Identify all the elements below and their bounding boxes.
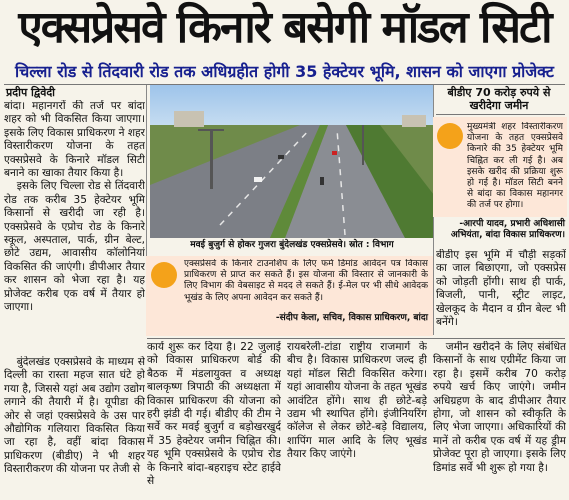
subheadline: चिल्ला रोड से तिंदवारी रोड तक अधिग्रहीत होगी 35 हेक्टेयर भूमि, शासन को जाएगा प्रोजेक्ट	[15, 62, 554, 81]
right-column-heading: बीडीए 70 करोड़ रुपये से खरीदेगा जमीन	[447, 86, 551, 112]
expressway-photo	[150, 85, 434, 238]
right-heading-rule	[436, 114, 565, 115]
secretary-quote-box	[146, 256, 433, 336]
headline: एक्सप्रेसवे किनारे बसेगी मॉडल सिटी	[18, 2, 551, 53]
right-body-2: जमीन खरीदने के लिए संबंधित किसानों के साथ एग्रीमेंट किया जा रहा है। इसमें करीब 70 करोड़ रुपये खर्च किए जाएंगे। जमीन अधिग्रहण के बाद डीपीआर तैयार होगा, जो शासन को स्वीकृति के लिए भेजा जाएगा। अधिकारियों की मानें तो करीब एक वर्ष में यह ड्रीम प्रोजेक्ट पूरा हो जाएगा। इसके लिए डिमांड सर्वे भी शुरू हो गया है।	[433, 341, 566, 474]
divider-left	[146, 85, 147, 256]
quote-icon	[437, 123, 463, 149]
byline: प्रदीप द्विवेदी	[6, 86, 56, 99]
secretary-quote-text: एक्सप्रेसवे के किनारे टाउनशिप के लिए फर्म डिमांड आवेदन पत्र विकास प्राधिकरण से प्राप्त कर सकते हैं। इस योजना की विस्तार से जानकारी के लिए विभाग की वेबसाइट से मदद ले सकते हैं। ई-मेल पर भी सीधे आवेदक भूखंड के लिए अपना आवेदन कर सकते हैं।	[184, 259, 428, 303]
secretary-quote-name: -संदीप केला, सचिव, विकास प्राधिकरण, बांदा	[275, 313, 428, 323]
left-para-1: बांदा। महानगरों की तर्ज पर बांदा शहर को भी विकसित किया जाएगा। इसके लिए विकास प्राधिकरण ने शहर विस्तारीकरण योजना के तहत एक्सप्रेसवे के किनारे मॉडल सिटी बनाने का खाका तैयार किया है।	[4, 100, 145, 180]
expressway-photo-illustration	[150, 85, 434, 238]
officer-quote-box	[433, 117, 567, 217]
col2-bottom: कार्य शुरू कर दिया है। 22 जुलाई को विकास प्राधिकरण बोर्ड की बैठक में मंडलायुक्त व अध्यक्ष बालकृष्ण त्रिपाठी की अध्यक्षता में विकास प्राधिकरण की योजना को हरी झंडी दी गई। बीडीए की टीम ने सर्वे कर मवई बुजुर्ग व बड़ोखरखुर्द में 35 हेक्टेयर जमीन चिह्नित की। यह भूमि एक्सप्रेसवे के एप्रोच रोड के किनारे बांदा-बहराइच स्टेट हाईवे से	[147, 341, 281, 488]
officer-quote-text: मुख्यमंत्री शहर विस्तारीकरण योजना के तहत एक्सप्रेसवे किनारे की 35 हेक्टेयर भूमि चिह्नित कर ली गई है। अब इसके खरीद की प्रक्रिया शुरू हो गई है। मॉडल सिटी बनने से बांदा का विकास महानगर की तर्ज पर होगा।	[467, 122, 563, 211]
col3-bottom: रायबरेली-टांडा राष्ट्रीय राजमार्ग के बीच है। विकास प्राधिकरण जल्द ही यहां मॉडल सिटी विकसित करेगा। यहां आवासीय योजना के तहत भूखंड आवंटित होंगे। साथ ही छोटे-बड़े उद्यम भी स्थापित होंगे। इंजीनियरिंग कॉलेज से लेकर छोटे-बड़े विद्यालय, शापिंग माल आदि के लिए भूखंड तैयार किए जाएंगे।	[287, 341, 427, 461]
lower-rule	[147, 338, 565, 339]
photo-caption: मवई बुजुर्ग से होकर गुजरा बुंदेलखंड एक्सप्रेसवे। स्रोत : विभाग	[190, 240, 394, 250]
right-body-1: बीडीए इस भूमि में चौड़ी सड़कों का जाल बिछाएगा, जो एक्सप्रेस को जोड़ती होंगी। साथ ही पार्क, बिजली, पानी, स्ट्रीट लाइट, खेलकूद के मैदान व ग्रीन बेल्ट भी बनेंगे।	[436, 249, 566, 329]
left-column	[4, 100, 145, 356]
officer-quote-name: -आरपी यादव, प्रभारी अधिशासी अभियंता, बांदा विकास प्राधिकरण।	[450, 219, 565, 240]
quote-icon-2	[151, 262, 177, 288]
left-para-2: इसके लिए चिल्ला रोड से तिंदवारी रोड तक करीब 35 हेक्टेयर भूमि किसानों से खरीदी जा रही है। एक्सप्रेसवे के एप्रोच रोड के किनारे स्कूल, अस्पताल, पार्क, ग्रीन बेल्ट, छोटे उद्यम, आवासीय कॉलोनियां विकसित की जाएंगी। डीपीआर तैयार कर शासन को भेजा रहा है। यह प्रोजेक्ट करीब एक वर्ष में तैयार हो जाएगा।	[4, 180, 145, 314]
left-para-3: बुंदेलखंड एक्सप्रेसवे के माध्यम से दिल्ली का रास्ता महज सात घंटे हो गया है, जिससे यहां अब उद्योग उद्योग लगाने की तैयारी में है। यूपीडा की ओर से जहां एक्सप्रेसवे के उस पार औद्योगिक गलियारा विकसित किया जा रहा है, वहीं बांदा विकास प्राधिकरण (बीडीए) ने भी शहर विस्तारीकरण की योजना पर तेजी से	[4, 356, 145, 476]
